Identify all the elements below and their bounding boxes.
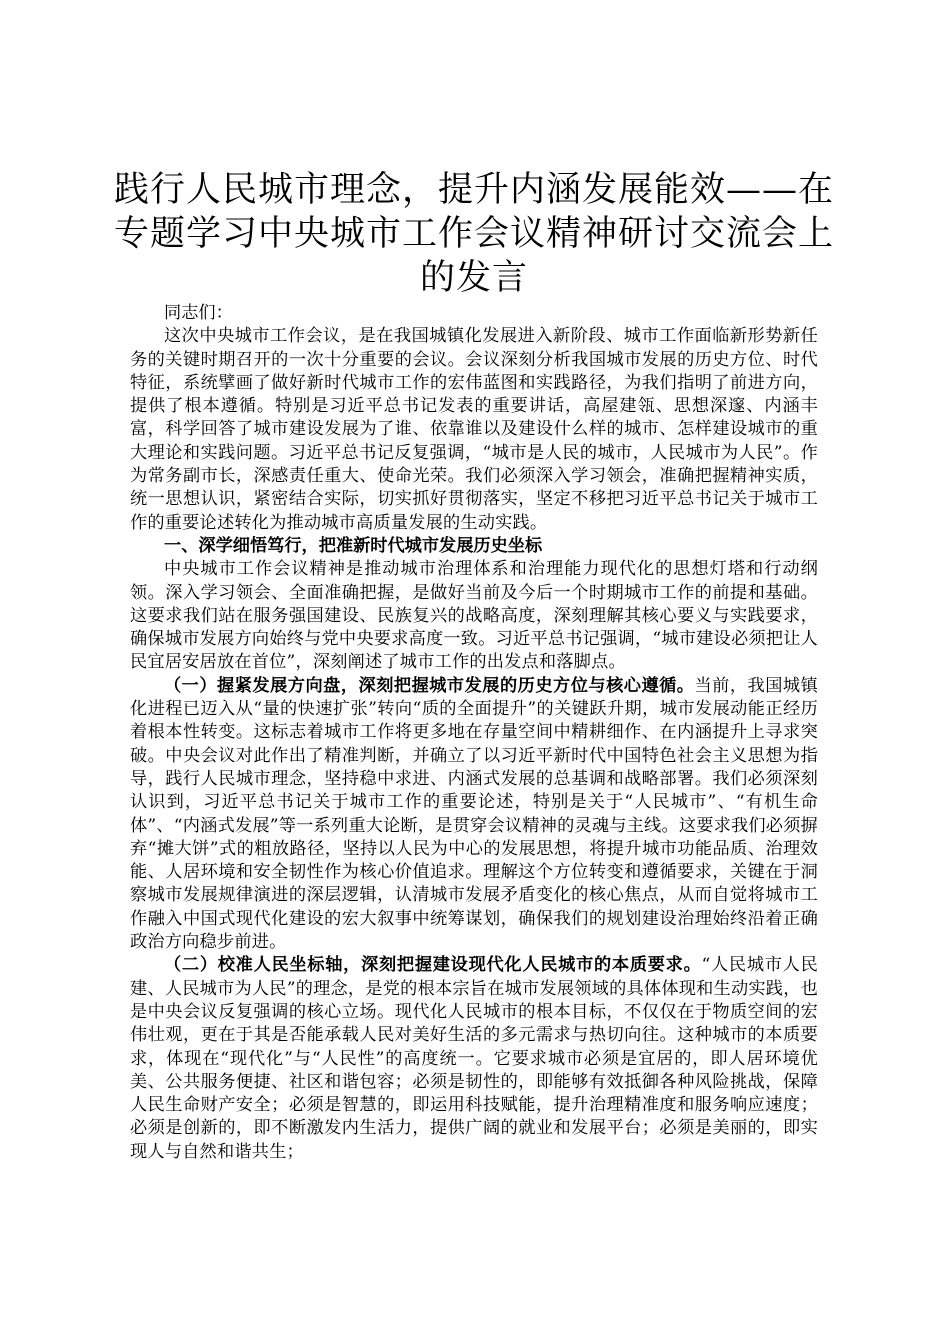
salutation: 同志们： [164,303,233,323]
subsection-2-paragraph [130,954,818,1164]
subsection-2-body: “人民城市人民建、人民城市为人民”的理念，是党的根本宗旨在城市发展领域的具体体现和生动实践，也是中央会议反复强调的核心立场。现代化人民城市的根本目标，不仅仅在于物质空间的宏伟壮观，更在于其是否能承载人民对美好生活的多元需求与热切向往。这种城市的本质要求，体现在“现代化”与“人民性”的高度统一。它要求城市必须是宜居的，即人居环境优美、公共服务便捷、社区和谐包容；必须是韧性的，即能够有效抵御各种风险挑战，保障人民生命财产安全；必须是智慧的，即运用科技赋能，提升治理精准度和服务响应速度；必须是创新的，即不断激发内生活力，提供广阔的就业和发展平台；必须是美丽的，即实现人与自然和谐共生； [130,955,818,1162]
subsection-1-body: 当前，我国城镇化进程已迈入从“量的快速扩张”转向“质的全面提升”的关键跃升期，城市发展动能正经历着根本性转变。这标志着城市工作将更多地在存量空间中精耕细作、在内涵提升上寻求突破。中央会议对此作出了精准判断，并确立了以习近平新时代中国特色社会主义思想为指导，践行人民城市理念，坚持稳中求进、内涵式发展的总基调和战略部署。我们必须深刻认识到，习近平总书记关于城市工作的重要论述，特别是关于“人民城市”、“有机生命体”、“内涵式发展”等一系列重大论断，是贯穿会议精神的灵魂与主线。这要求我们必须摒弃“摊大饼”式的粗放路径，坚持以人民为中心的发展思想，将提升城市功能品质、治理效能、人居环境和安全韧性作为核心价值追求。理解这个方位转变和遵循要求，关键在于洞察城市发展规律演进的深层逻辑，认清城市发展矛盾变化的核心焦点，从而自觉将城市工作融入中国式现代化建设的宏大叙事中统筹谋划，确保我们的规划建设治理始终沿着正确政治方向稳步前进。 [130,675,818,953]
subsection-1-paragraph [130,675,818,955]
section-heading-1: 一、深学细悟笃行，把准新时代城市发展历史坐标 [164,535,543,556]
subsection-1-lead: （一）握紧发展方向盘，深刻把握城市发展的历史方位与核心遵循。 [164,675,695,696]
document-page [113,168,834,1164]
section-1-paragraph: 中央城市工作会议精神是推动城市治理体系和治理能力现代化的思想灯塔和行动纲领。深入学习领会、全面准确把握，是做好当前及今后一个时期城市工作的前提和基础。这要求我们站在服务强国建设、民族复兴的战略高度，深刻理解其核心要义与实践要求，确保城市发展方向始终与党中央要求高度一致。习近平总书记强调，“城市建设必须把让人民宜居安居放在首位”，深刻阐述了城市工作的出发点和落脚点。 [130,559,818,673]
subsection-2-lead: （二）校准人民坐标轴，深刻把握建设现代化人民城市的本质要求。 [164,955,702,976]
intro-paragraph: 这次中央城市工作会议，是在我国城镇化发展进入新阶段、城市工作面临新形势新任务的关键时期召开的一次十分重要的会议。会议深刻分析我国城市发展的历史方位、时代特征，系统擘画了做好新时代城市工作的宏伟蓝图和实践路径，为我们指明了前进方向，提供了根本遵循。特别是习近平总书记发表的重要讲话，高屋建瓴、思想深邃、内涵丰富，科学回答了城市建设发展为了谁、依靠谁以及建设什么样的城市、怎样建设城市的重大理论和实践问题。习近平总书记反复强调，“城市是人民的城市，人民城市为人民”。作为常务副市长，深感责任重大、使命光荣。我们必须深入学习领会，准确把握精神实质，统一思想认识，紧密结合实际，切实抓好贯彻落实，坚定不移把习近平总书记关于城市工作的重要论述转化为推动城市高质量发展的生动实践。 [130,326,818,533]
document-title: 践行人民城市理念，提升内涵发展能效——在专题学习中央城市工作会议精神研讨交流会上的发言 [113,170,834,298]
